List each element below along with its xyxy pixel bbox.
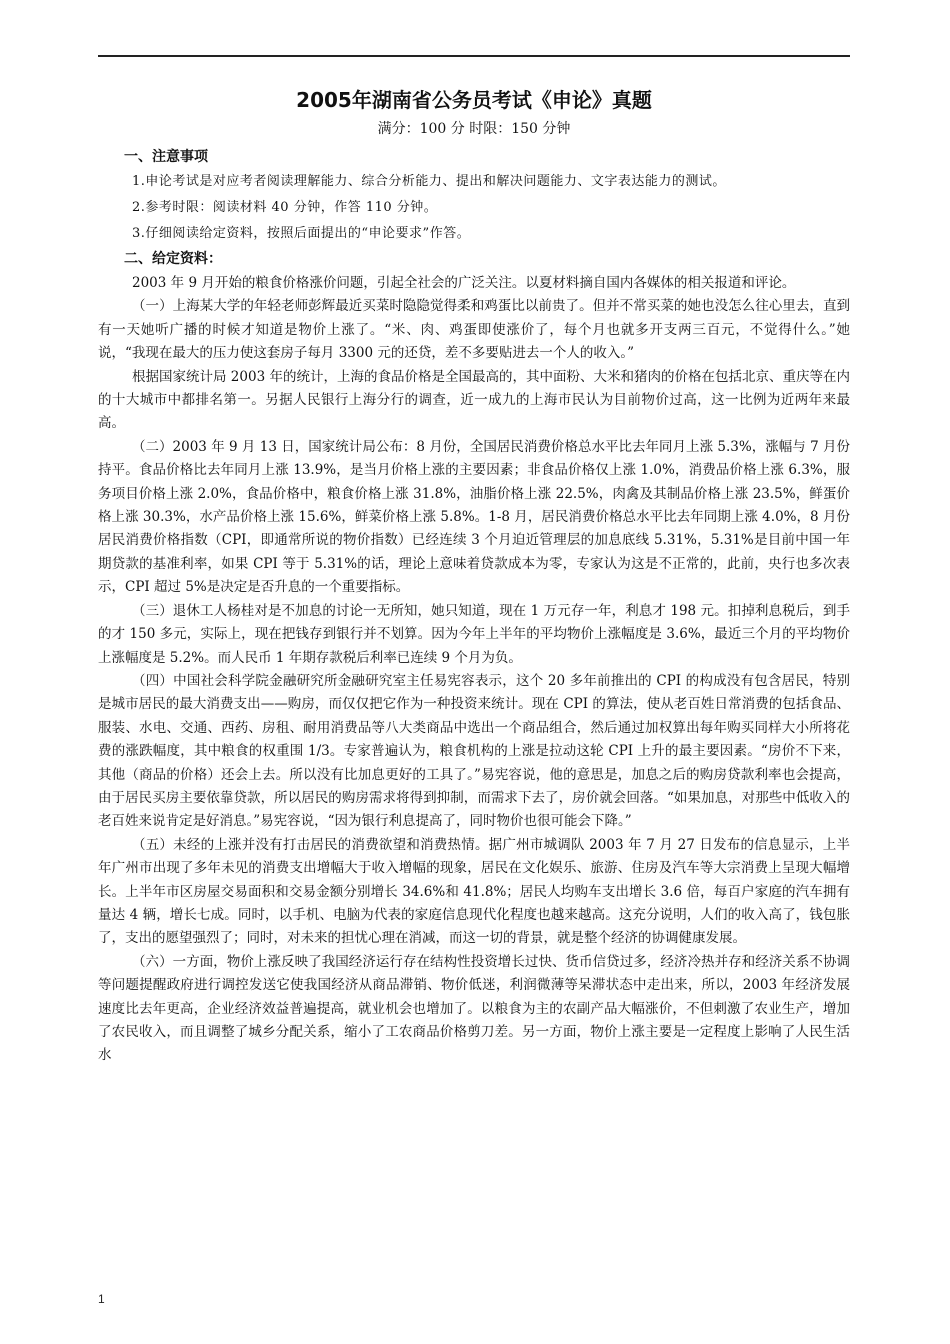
material-paragraph: （四）中国社会科学院金融研究所金融研究室主任易宪容表示，这个 20 多年前推出的 CPI 的构成没有包含居民，特别是城市居民的最大消费支出——购房，而仅仅把它作为一种投资来统计。现在 CPI 的算法，使从老百姓日常消费的包括食品、服装、水电、交通、西药、房租、耐用消费品等八大类商品中选出一个商品组合，然后通过加权算出每年购买同样大小所将花费的涨跌幅度，其中粮食的权重围 1/3。专家普遍认为，粮食机构的上涨是拉动这轮 CPI 上升的最主要因素。“房价不下来，其他（商品的价格）还会上去。所以没有比加息更好的工具了。”易宪容说，他的意思是，加息之后的购房贷款利率也会提高，由于居民买房主要依靠贷款，所以居民的购房需求将得到抑制，而需求下去了，房价就会回落。“如果加息，对那些中低收入的老百姓来说肯定是好消息。”易宪容说，“因为银行利息提高了，同时物价也很可能会下降。” <box>98 672 850 830</box>
material-paragraph: （一）上海某大学的年轻老师彭辉最近买菜时隐隐觉得柔和鸡蛋比以前贵了。但并不常买菜的她也没怎么往心里去，直到有一天她听广播的时候才知道是物价上涨了。“米、肉、鸡蛋即使涨价了，每个月也就多开支两三百元，不觉得什么。”她说，“我现在最大的压力使这套房子每月 3300 元的还贷，差不多要贴进去一个人的收入。” <box>98 298 850 362</box>
note-item: 3.仔细阅读给定资料，按照后面提出的“申论要求”作答。 <box>132 226 471 241</box>
materials-heading: 二、给定资料： <box>124 251 222 267</box>
notes-heading: 一、注意事项 <box>124 149 208 165</box>
note-item: 1.申论考试是对应考者阅读理解能力、综合分析能力、提出和解决问题能力、文字表达能力的测试。 <box>132 174 726 189</box>
material-paragraph: （三）退休工人杨桂对是不加息的讨论一无所知，她只知道，现在 1 万元存一年，利息才 198 元。扣掉利息税后，到手的才 150 多元，实际上，现在把钱存到银行并不划算。因为今年上半年的平均物价上涨幅度是 3.6%，最近三个月的平均物价上涨幅度是 5.2%。而人民币 1 年期存款税后利率已连续 9 个月为负。 <box>98 602 850 666</box>
material-paragraph: 2003 年 9 月开始的粮食价格涨价问题，引起全社会的广泛关注。以夏材料摘自国内各媒体的相关报道和评论。 <box>132 275 796 291</box>
header-rule <box>98 55 850 57</box>
document-title: 2005年湖南省公务员考试《申论》真题 <box>296 88 652 112</box>
material-paragraph: 根据国家统计局 2003 年的统计，上海的食品价格是全国最高的，其中面粉、大米和猪肉的价格在包括北京、重庆等在内的十大城市中都排名第一。另据人民银行上海分行的调查，近一成九的上海市民认为目前物价过高，这一比例为近两年来最高。 <box>98 368 850 432</box>
document-body <box>98 80 850 1068</box>
material-paragraph: （二）2003 年 9 月 13 日，国家统计局公布：8 月份，全国居民消费价格总水平比去年同月上涨 5.3%，涨幅与 7 月份持平。食品价格比去年同月上涨 13.9%，是当月价格上涨的主要因素；非食品价格仅上涨 1.0%，消费品价格上涨 6.3%，服务项目价格上涨 2.0%，食品价格中，粮食价格上涨 31.8%，油脂价格上涨 22.5%，肉禽及其制品价格上涨 23.5%，鲜蛋价格上涨 30.3%，水产品价格上涨 15.6%，鲜菜价格上涨 5.8%。1-8 月，居民消费价格总水平比去年同期上涨 4.0%，8 月份居民消费价格指数（CPI，即通常所说的物价指数）已经连续 3 个月迫近管理层的加息底线 5.31%，5.31%是目前中国一年期贷款的基准利率，如果 CPI 等于 5.31%的话，理论上意味着贷款成本为零，专家认为这是不正常的，此前，央行也多次表示，CPI 超过 5%是决定是否升息的一个重要指标。 <box>98 438 850 596</box>
note-item: 2.参考时限：阅读材料 40 分钟，作答 110 分钟。 <box>132 200 438 215</box>
material-paragraph: （六）一方面，物价上涨反映了我国经济运行存在结构性投资增长过快、货币信贷过多，经济冷热并存和经济关系不协调等问题提醒政府进行调控发送它使我国经济从商品滞销、物价低迷，利润微薄等呆滞状态中走出来，所以，2003 年经济发展速度比去年更高，企业经济效益普遍提高，就业机会也增加了。以粮食为主的农副产品大幅涨价，不但刺激了农业生产，增加了农民收入，而且调整了城乡分配关系，缩小了工农商品价格剪刀差。另一方面，物价上涨主要是一定程度上影响了人民生活水 <box>98 953 850 1064</box>
exam-info: 满分：100 分 时限：150 分钟 <box>377 121 571 137</box>
material-paragraph: （五）未经的上涨并没有打击居民的消费欲望和消费热情。据广州市城调队 2003 年 7 月 27 日发布的信息显示，上半年广州市出现了多年未见的消费支出增幅大于收入增幅的现象，居民在文化娱乐、旅游、住房及汽车等大宗消费上呈现大幅增长。上半年市区房屋交易面积和交易金额分别增长 34.6%和 41.8%；居民人均购车支出增长 3.6 倍，每百户家庭的汽车拥有量达 4 辆，增长七成。同时，以手机、电脑为代表的家庭信息现代化程度也越来越高。这充分说明，人们的收入高了，钱包胀了，支出的愿望强烈了；同时，对未来的担忧心理在消减，而这一切的背景，就是整个经济的协调健康发展。 <box>98 836 850 947</box>
page-number: 1 <box>98 1292 105 1306</box>
